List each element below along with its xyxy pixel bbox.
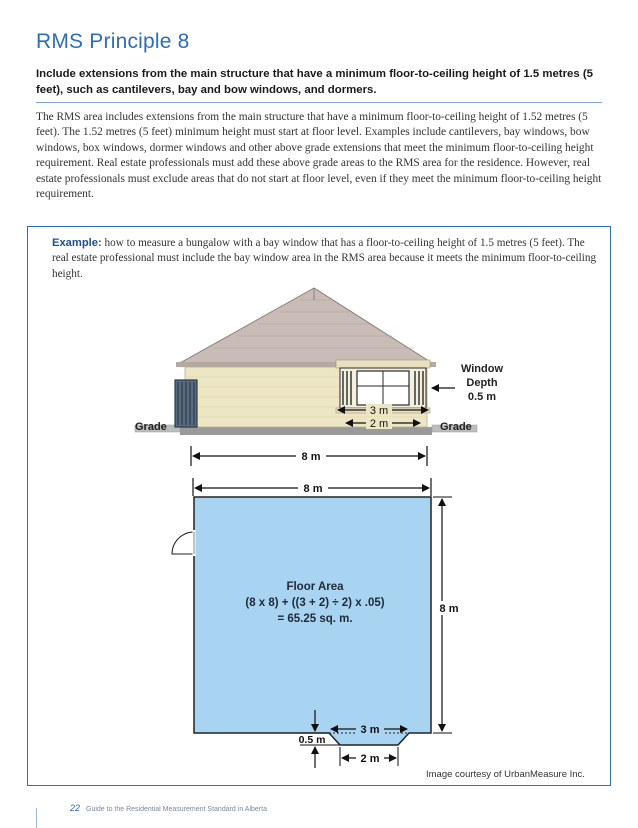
page-footer — [70, 803, 267, 813]
label-8m-plan-right: 8 m — [439, 603, 459, 615]
window-depth-line2: Depth — [466, 377, 498, 389]
footer-rule — [36, 808, 67, 828]
label-8m-plan-top: 8 m — [303, 483, 323, 495]
principle-subtitle: Include extensions from the main structure that have a minimum floor-to-ceiling height of 1.5 metres (5 feet), such as cantilevers, bay and bow windows, and dormers. — [36, 68, 593, 96]
label-3m-elev: 3 m — [369, 405, 389, 417]
roof — [180, 288, 432, 363]
label-2m-elev: 2 m — [369, 418, 389, 430]
grade-left-label: Grade — [135, 421, 167, 433]
label-2m-plan: 2 m — [360, 753, 380, 765]
body-paragraph: The RMS area includes extensions from the main structure that have a minimum floor-to-ceiling height of 1.52 metres (5 feet). The 1.52 metres (5 feet) minimum height must start at floor level. Examples include cantilevers, bay windows, bow windows, box windows, dormer windows and other above grade extensions that meet the minimum floor-to-ceiling height requirement. Real estate professionals must add these above grade areas to the RMS area for the residence. However, real estate professionals must exclude areas that do not start at floor level, even if they meet the minimum floor-to-ceiling height requirement. — [36, 111, 602, 201]
window-depth-value: 0.5 m — [467, 391, 497, 403]
porch-railing — [175, 380, 197, 427]
window-depth-line1: Window — [460, 363, 504, 375]
page-number: 22 — [70, 803, 81, 813]
page-title: RMS Principle 8 — [36, 30, 190, 53]
door-swing — [172, 530, 194, 556]
example-label: Example: — [52, 237, 102, 249]
floor-area-result: = 65.25 sq. m. — [277, 613, 353, 625]
image-credit: Image courtesy of UrbanMeasure Inc. — [426, 769, 585, 780]
floor-area-title: Floor Area — [286, 581, 344, 593]
label-05m-plan: 0.5 m — [298, 734, 326, 746]
label-8m-elev: 8 m — [301, 451, 321, 463]
foundation — [180, 427, 432, 435]
label-3m-plan: 3 m — [360, 724, 380, 736]
floor-area-formula: (8 x 8) + ((3 + 2) ÷ 2) x .05) — [245, 597, 385, 609]
grade-right-label: Grade — [440, 421, 472, 433]
example-description: how to measure a bungalow with a bay window that has a floor-to-ceiling height of 1.5 metres (5 feet). The real estate professional must include the bay window area in the RMS area because it meets the minimum floor-to-ceiling height. — [52, 237, 597, 280]
footer-text: Guide to the Residential Measurement Standard in Alberta — [86, 806, 267, 813]
